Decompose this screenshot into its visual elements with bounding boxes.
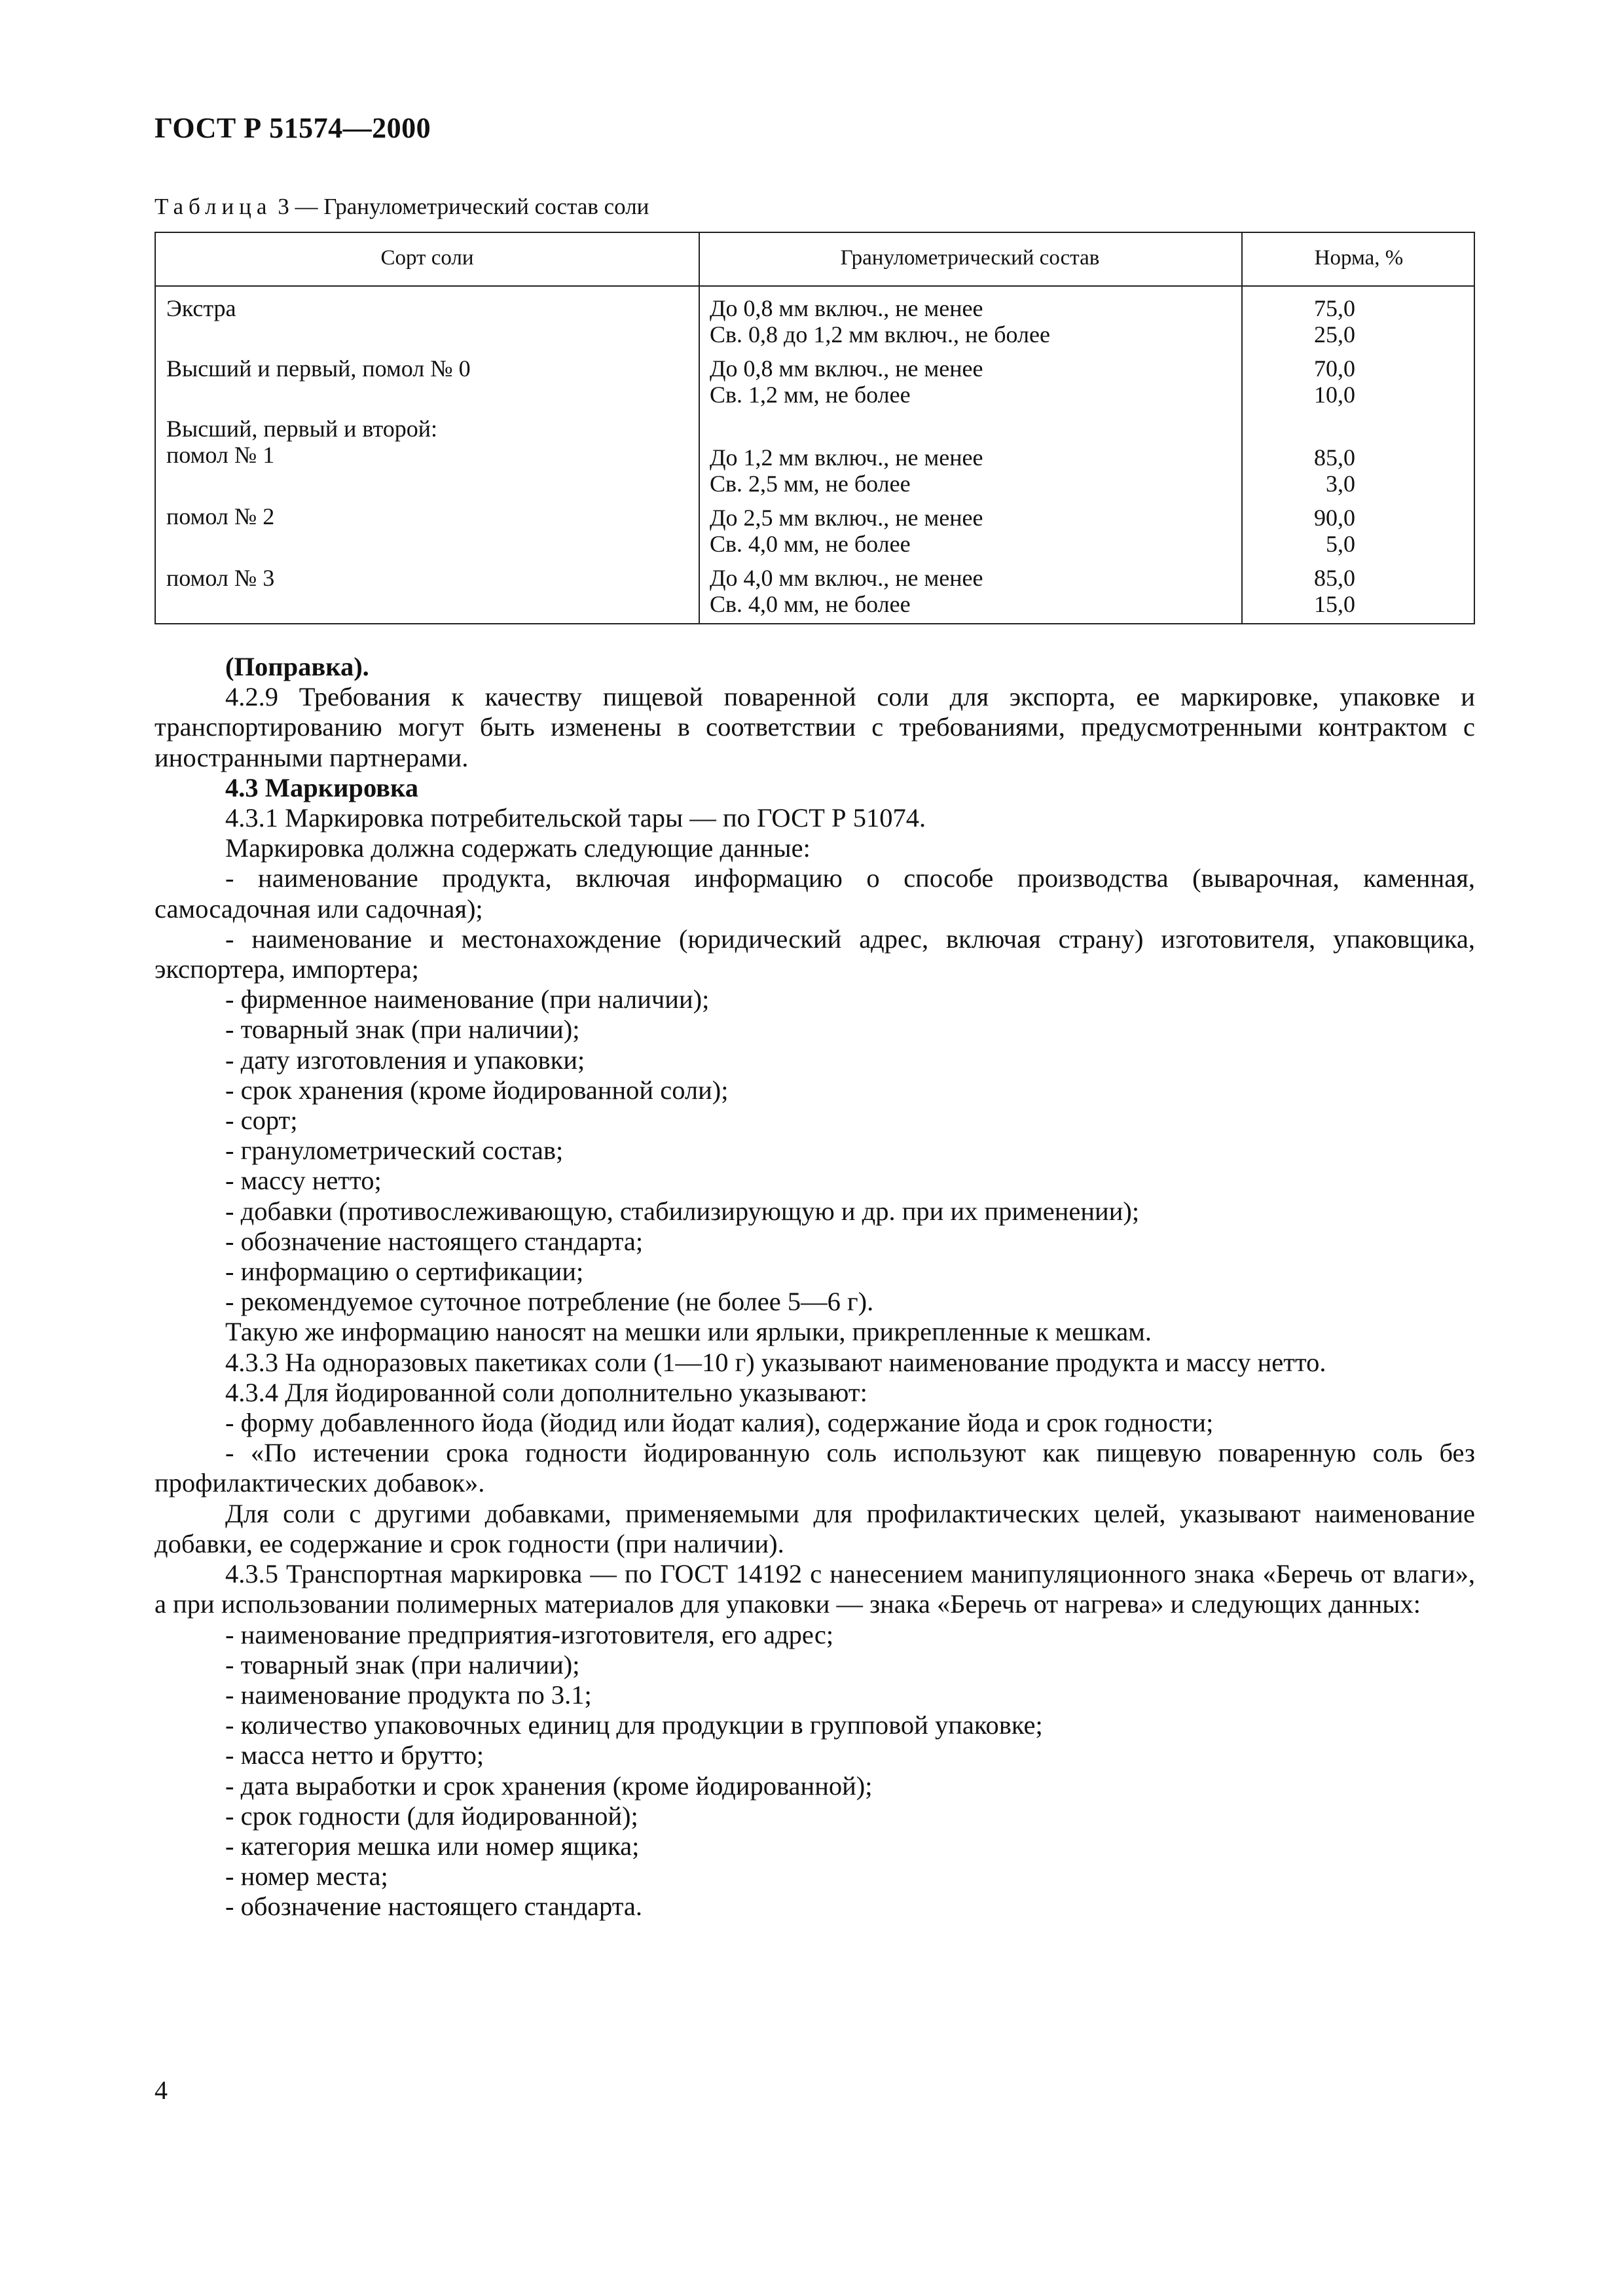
list-item: - наименование продукта по 3.1; <box>225 1679 592 1710</box>
table-cell-norm: 25,0 <box>1314 321 1355 348</box>
table-cell-norm: 70,0 <box>1314 355 1355 382</box>
paragraph-bags: Такую же информацию наносят на мешки или ярлыки, прикрепленные к мешкам. <box>225 1317 1152 1347</box>
table-cell-grade: Высший и первый, помол № 0 <box>166 355 471 382</box>
table-cell-composition: До 1,2 мм включ., не менее <box>710 444 983 471</box>
list-item: - форму добавленного йода (йодид или йодат калия), содержание йода и срок годности; <box>225 1408 1214 1438</box>
table-cell-norm: 75,0 <box>1314 295 1355 321</box>
table-col-divider <box>1241 233 1243 623</box>
table-cell-composition: Св. 4,0 мм, не более <box>710 591 911 617</box>
column-header-grade: Сорт соли <box>380 246 474 270</box>
column-header-composition: Гранулометрический состав <box>840 246 1100 270</box>
paragraph-other-additives: Для соли с другими добавками, применяемыми для профилактических целей, указывают наименование добавки, ее содержание и срок годности (при наличии). <box>155 1498 1475 1558</box>
granulometry-table <box>155 232 1475 624</box>
clause-4-3-4: 4.3.4 Для йодированной соли дополнительно указывают: <box>225 1377 867 1407</box>
list-item: - сорт; <box>225 1105 298 1136</box>
correction-note: (Поправка). <box>225 652 369 681</box>
page-number: 4 <box>155 2075 168 2105</box>
list-item: - массу нетто; <box>225 1166 382 1196</box>
list-item: - товарный знак (при наличии); <box>225 1014 580 1045</box>
table-caption-text: 3 — Гранулометрический состав соли <box>278 194 649 219</box>
table-cell-grade: помол № 2 <box>166 503 275 529</box>
list-item: - номер места; <box>225 1861 388 1892</box>
clause-4-3-1: 4.3.1 Маркировка потребительской тары — по ГОСТ Р 51074. <box>225 803 926 833</box>
list-item: - количество упаковочных единиц для продукции в групповой упаковке; <box>225 1710 1043 1740</box>
list-item: - категория мешка или номер ящика; <box>225 1831 640 1861</box>
table-cell-norm: 10,0 <box>1314 382 1355 408</box>
list-item: - наименование продукта, включая информацию о способе производства (выварочная, каменная, самосадочная или садочная); <box>155 863 1475 924</box>
table-cell-composition: Св. 0,8 до 1,2 мм включ., не более <box>710 321 1050 348</box>
table-cell-composition: До 0,8 мм включ., не менее <box>710 355 983 382</box>
table-caption-label: Таблица <box>155 194 272 219</box>
table-cell-norm: 5,0 <box>1326 531 1355 557</box>
list-item: - рекомендуемое суточное потребление (не более 5—6 г). <box>225 1287 874 1317</box>
table-col-divider <box>699 233 700 623</box>
list-item: - срок хранения (кроме йодированной соли); <box>225 1075 729 1105</box>
list-item: - масса нетто и брутто; <box>225 1740 484 1770</box>
table-cell-composition: До 2,5 мм включ., не менее <box>710 505 983 531</box>
document-body <box>155 652 1475 1922</box>
list-item: - фирменное наименование (при наличии); <box>225 984 710 1014</box>
list-item: - наименование и местонахождение (юридический адрес, включая страну) изготовителя, упаковщика, экспортера, импортера; <box>155 924 1475 984</box>
list-item: - добавки (противослеживающую, стабилизирующую и др. при их применении); <box>225 1196 1140 1226</box>
list-item: - информацию о сертификации; <box>225 1257 584 1287</box>
table-cell-norm: 3,0 <box>1326 471 1355 497</box>
clause-4-3-3: 4.3.3 На одноразовых пакетиках соли (1—10 г) указывают наименование продукта и массу нетто. <box>225 1347 1326 1377</box>
list-item: - дата выработки и срок хранения (кроме йодированной); <box>225 1770 873 1801</box>
clause-4-3-1-lead: Маркировка должна содержать следующие данные: <box>225 833 811 863</box>
table-cell-composition: Св. 2,5 мм, не более <box>710 471 911 497</box>
table-cell-norm: 15,0 <box>1314 591 1355 617</box>
table-cell-composition: До 0,8 мм включ., не менее <box>710 295 983 321</box>
table-cell-composition: Св. 1,2 мм, не более <box>710 382 911 408</box>
column-header-norm: Норма, % <box>1314 246 1404 270</box>
section-heading-4-3: 4.3 Маркировка <box>225 772 419 802</box>
list-item: - наименование предприятия-изготовителя, его адрес; <box>225 1619 834 1649</box>
table-cell-grade: помол № 1 <box>166 442 275 468</box>
table-cell-composition: До 4,0 мм включ., не менее <box>710 565 983 591</box>
table-cell-norm: 90,0 <box>1314 505 1355 531</box>
list-item: - срок годности (для йодированной); <box>225 1801 638 1831</box>
table-cell-norm: 85,0 <box>1314 565 1355 591</box>
list-item: - обозначение настоящего стандарта. <box>225 1892 642 1922</box>
table-header-divider <box>156 285 1474 287</box>
clause-4-2-9: 4.2.9 Требования к качеству пищевой поваренной соли для экспорта, ее маркировке, упаковке и транспортированию могут быть изменены в соответствии с требованиями, предусмотренными контрактом с иностранными партнерами. <box>155 682 1475 772</box>
standard-header: ГОСТ Р 51574—2000 <box>155 112 431 144</box>
list-item: - гранулометрический состав; <box>225 1136 564 1166</box>
table-cell-grade-group: Высший, первый и второй: <box>166 416 438 442</box>
table-cell-grade: помол № 3 <box>166 565 275 591</box>
list-item: - товарный знак (при наличии); <box>225 1649 580 1679</box>
list-item: - дату изготовления и упаковки; <box>225 1045 585 1075</box>
clause-4-3-5: 4.3.5 Транспортная маркировка — по ГОСТ 14192 с нанесением манипуляционного знака «Беречь от влаги», а при использовании полимерных материалов для упаковки — знака «Беречь от нагрева» и следующих данных: <box>155 1559 1475 1619</box>
table-caption <box>155 194 649 220</box>
table-cell-composition: Св. 4,0 мм, не более <box>710 531 911 557</box>
table-cell-norm: 85,0 <box>1314 444 1355 471</box>
list-item: - обозначение настоящего стандарта; <box>225 1226 644 1256</box>
table-cell-grade: Экстра <box>166 295 236 321</box>
list-item: - «По истечении срока годности йодированную соль используют как пищевую поваренную соль без профилактических добавок». <box>155 1438 1475 1498</box>
